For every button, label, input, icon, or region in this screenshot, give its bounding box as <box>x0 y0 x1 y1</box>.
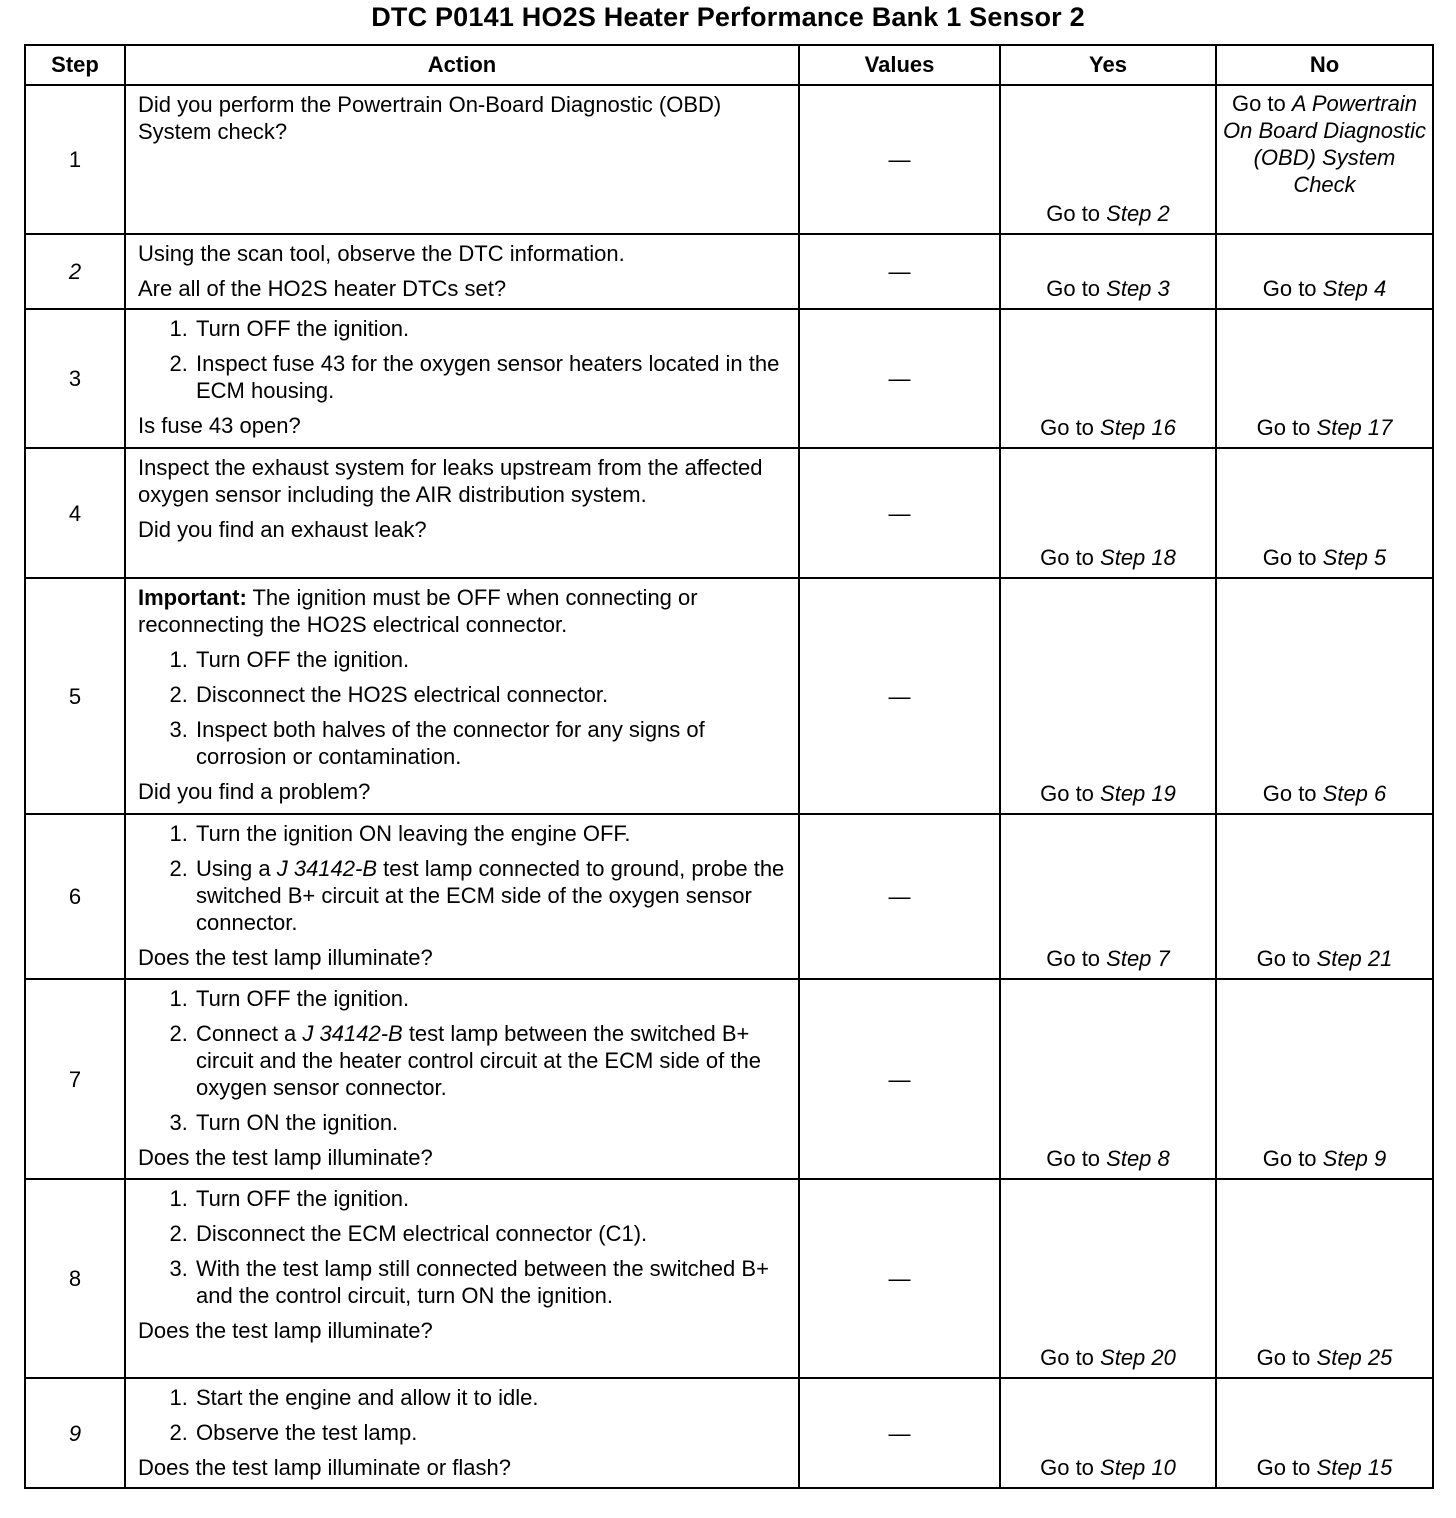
value-cell: — <box>799 1179 1000 1378</box>
table-row <box>25 578 1433 814</box>
action-intro: Inspect the exhaust system for leaks upstream from the affected oxygen sensor including the AIR distribution system. <box>138 455 763 507</box>
no-cell <box>1216 1179 1433 1378</box>
step-number: 1 <box>25 85 125 234</box>
no-step-link[interactable]: Step 17 <box>1316 415 1393 440</box>
important-label: Important: <box>138 585 247 610</box>
action-steps-list <box>138 985 786 1136</box>
action-step: 3. Inspect both halves of the connector for any signs of corrosion or contamination. <box>194 716 786 770</box>
action-step-text: Using a <box>196 856 277 881</box>
no-prefix: Go to <box>1262 276 1323 301</box>
action-step: 2. Inspect fuse 43 for the oxygen sensor heaters located in the ECM housing. <box>194 350 786 404</box>
no-prefix: Go to <box>1256 1455 1317 1480</box>
no-cell <box>1216 979 1433 1179</box>
yes-cell <box>1000 814 1216 979</box>
table-row <box>25 979 1433 1179</box>
action-steps-list <box>138 1384 786 1446</box>
table-row <box>25 1179 1433 1378</box>
table-row <box>25 814 1433 979</box>
no-cell <box>1216 448 1433 578</box>
no-step-link[interactable]: Step 25 <box>1316 1345 1393 1370</box>
action-step: 1. Turn OFF the ignition. <box>194 1185 786 1212</box>
yes-cell <box>1000 578 1216 814</box>
no-prefix: Go to <box>1262 781 1323 806</box>
value-cell: — <box>799 578 1000 814</box>
action-step-text: Connect a <box>196 1021 303 1046</box>
action-cell <box>125 1378 799 1488</box>
yes-cell <box>1000 1378 1216 1488</box>
yes-step-link[interactable]: Step 7 <box>1106 946 1170 971</box>
step-number: 4 <box>25 448 125 578</box>
action-cell <box>125 448 799 578</box>
step-number: 6 <box>25 814 125 979</box>
yes-prefix: Go to <box>1046 1146 1107 1171</box>
action-cell <box>125 1179 799 1378</box>
no-prefix: Go to <box>1256 1345 1317 1370</box>
no-cell <box>1216 578 1433 814</box>
action-step <box>194 1020 786 1101</box>
action-question: Did you find a problem? <box>138 779 371 804</box>
action-step: 2. Disconnect the HO2S electrical connector. <box>194 681 786 708</box>
table-row <box>25 85 1433 234</box>
table-row <box>25 1378 1433 1488</box>
action-cell <box>125 85 799 234</box>
action-step-text: test lamp between the switched B+ circuit and the heater control circuit at the ECM side of the oxygen sensor connector. <box>196 1021 761 1100</box>
action-question: Does the test lamp illuminate? <box>138 1318 433 1343</box>
yes-prefix: Go to <box>1040 415 1101 440</box>
action-step: 1. Turn OFF the ignition. <box>194 646 786 673</box>
action-question: Did you find an exhaust leak? <box>138 517 427 542</box>
action-question: Is fuse 43 open? <box>138 413 301 438</box>
value-cell: — <box>799 234 1000 309</box>
action-steps-list <box>138 1185 786 1309</box>
yes-prefix: Go to <box>1046 946 1107 971</box>
yes-prefix: Go to <box>1046 276 1107 301</box>
action-intro: Did you perform the Powertrain On-Board Diagnostic (OBD) System check? <box>138 92 722 144</box>
action-question: Does the test lamp illuminate or flash? <box>138 1455 511 1480</box>
no-cell <box>1216 85 1433 234</box>
yes-cell <box>1000 85 1216 234</box>
no-step-link[interactable]: Step 5 <box>1322 545 1387 570</box>
step-number: 2 <box>25 234 125 309</box>
page-title: DTC P0141 HO2S Heater Performance Bank 1 Sensor 2 <box>371 2 1085 32</box>
step-number: 9 <box>25 1378 125 1488</box>
action-intro: Using the scan tool, observe the DTC information. <box>138 241 625 266</box>
value-cell: — <box>799 979 1000 1179</box>
column-header-no: No <box>1216 45 1433 85</box>
no-cell <box>1216 814 1433 979</box>
tool-name: J 34142-B <box>302 1021 403 1046</box>
tool-name: J 34142-B <box>276 856 378 881</box>
no-prefix: Go to <box>1262 1146 1323 1171</box>
action-steps-list <box>138 820 786 936</box>
no-cell <box>1216 234 1433 309</box>
column-header-values: Values <box>799 45 1000 85</box>
action-question: Does the test lamp illuminate? <box>138 945 433 970</box>
step-number: 5 <box>25 578 125 814</box>
action-step: 3. With the test lamp still connected between the switched B+ and the control circuit, turn ON the ignition. <box>194 1255 786 1309</box>
action-cell <box>125 814 799 979</box>
no-step-link[interactable]: Step 6 <box>1322 781 1387 806</box>
action-step: 1. Turn OFF the ignition. <box>194 985 786 1012</box>
yes-step-link[interactable]: Step 18 <box>1100 545 1176 570</box>
value-cell: — <box>799 814 1000 979</box>
value-cell: — <box>799 309 1000 448</box>
action-step <box>194 855 786 936</box>
action-step: 1. Start the engine and allow it to idle. <box>194 1384 786 1411</box>
action-step: 2. Observe the test lamp. <box>194 1419 786 1446</box>
table-row <box>25 448 1433 578</box>
step-number: 3 <box>25 309 125 448</box>
yes-step-link[interactable]: Step 20 <box>1100 1345 1176 1370</box>
yes-step-link[interactable]: Step 3 <box>1106 276 1170 301</box>
no-step-link[interactable]: Step 9 <box>1322 1146 1387 1171</box>
yes-prefix: Go to <box>1040 545 1101 570</box>
action-step: 1. Turn OFF the ignition. <box>194 315 786 342</box>
yes-prefix: Go to <box>1040 1345 1101 1370</box>
action-steps-list <box>138 315 786 404</box>
table-row <box>25 309 1433 448</box>
action-step-text: test lamp connected to ground, probe the switched B+ circuit at the ECM side of the oxygen sensor connector. <box>196 856 785 935</box>
step-number: 7 <box>25 979 125 1179</box>
action-steps-list <box>138 646 786 770</box>
no-step-link[interactable]: Step 4 <box>1322 276 1387 301</box>
yes-prefix: Go to <box>1040 781 1101 806</box>
yes-cell <box>1000 979 1216 1179</box>
no-step-link[interactable]: A Powertrain On Board Diagnostic (OBD) System Check <box>1223 91 1426 197</box>
no-prefix: Go to <box>1256 415 1317 440</box>
no-prefix: Go to <box>1256 946 1317 971</box>
action-step: 1. Turn the ignition ON leaving the engine OFF. <box>194 820 786 847</box>
yes-step-link[interactable]: Step 8 <box>1106 1146 1170 1171</box>
yes-cell <box>1000 309 1216 448</box>
action-question: Are all of the HO2S heater DTCs set? <box>138 276 507 301</box>
table-row <box>25 234 1433 309</box>
important-text: The ignition must be OFF when connecting or reconnecting the HO2S electrical connector. <box>138 585 698 637</box>
value-cell: — <box>799 448 1000 578</box>
yes-cell <box>1000 1179 1216 1378</box>
no-cell <box>1216 309 1433 448</box>
yes-cell <box>1000 234 1216 309</box>
no-prefix: Go to <box>1262 545 1323 570</box>
no-prefix: Go to <box>1231 91 1292 116</box>
no-step-link[interactable]: Step 21 <box>1316 946 1393 971</box>
action-cell <box>125 979 799 1179</box>
column-header-yes: Yes <box>1000 45 1216 85</box>
yes-step-link[interactable]: Step 10 <box>1100 1455 1176 1480</box>
yes-cell <box>1000 448 1216 578</box>
column-header-step: Step <box>25 45 125 85</box>
action-step: 3. Turn ON the ignition. <box>194 1109 786 1136</box>
value-cell: — <box>799 85 1000 234</box>
action-cell <box>125 578 799 814</box>
action-cell <box>125 309 799 448</box>
yes-prefix: Go to <box>1046 201 1107 226</box>
action-step: 2. Disconnect the ECM electrical connector (C1). <box>194 1220 786 1247</box>
diagnostic-table <box>24 44 1434 1489</box>
table-body <box>25 85 1433 1488</box>
action-cell <box>125 234 799 309</box>
value-cell: — <box>799 1378 1000 1488</box>
yes-prefix: Go to <box>1040 1455 1101 1480</box>
action-question: Does the test lamp illuminate? <box>138 1145 433 1170</box>
yes-step-link[interactable]: Step 19 <box>1100 781 1176 806</box>
column-header-action: Action <box>125 45 799 85</box>
step-number: 8 <box>25 1179 125 1378</box>
no-cell <box>1216 1378 1433 1488</box>
important-note <box>138 584 786 638</box>
header-row <box>25 45 1433 85</box>
yes-step-link[interactable]: Step 2 <box>1106 201 1170 226</box>
yes-step-link[interactable]: Step 16 <box>1100 415 1176 440</box>
no-step-link[interactable]: Step 15 <box>1316 1455 1393 1480</box>
